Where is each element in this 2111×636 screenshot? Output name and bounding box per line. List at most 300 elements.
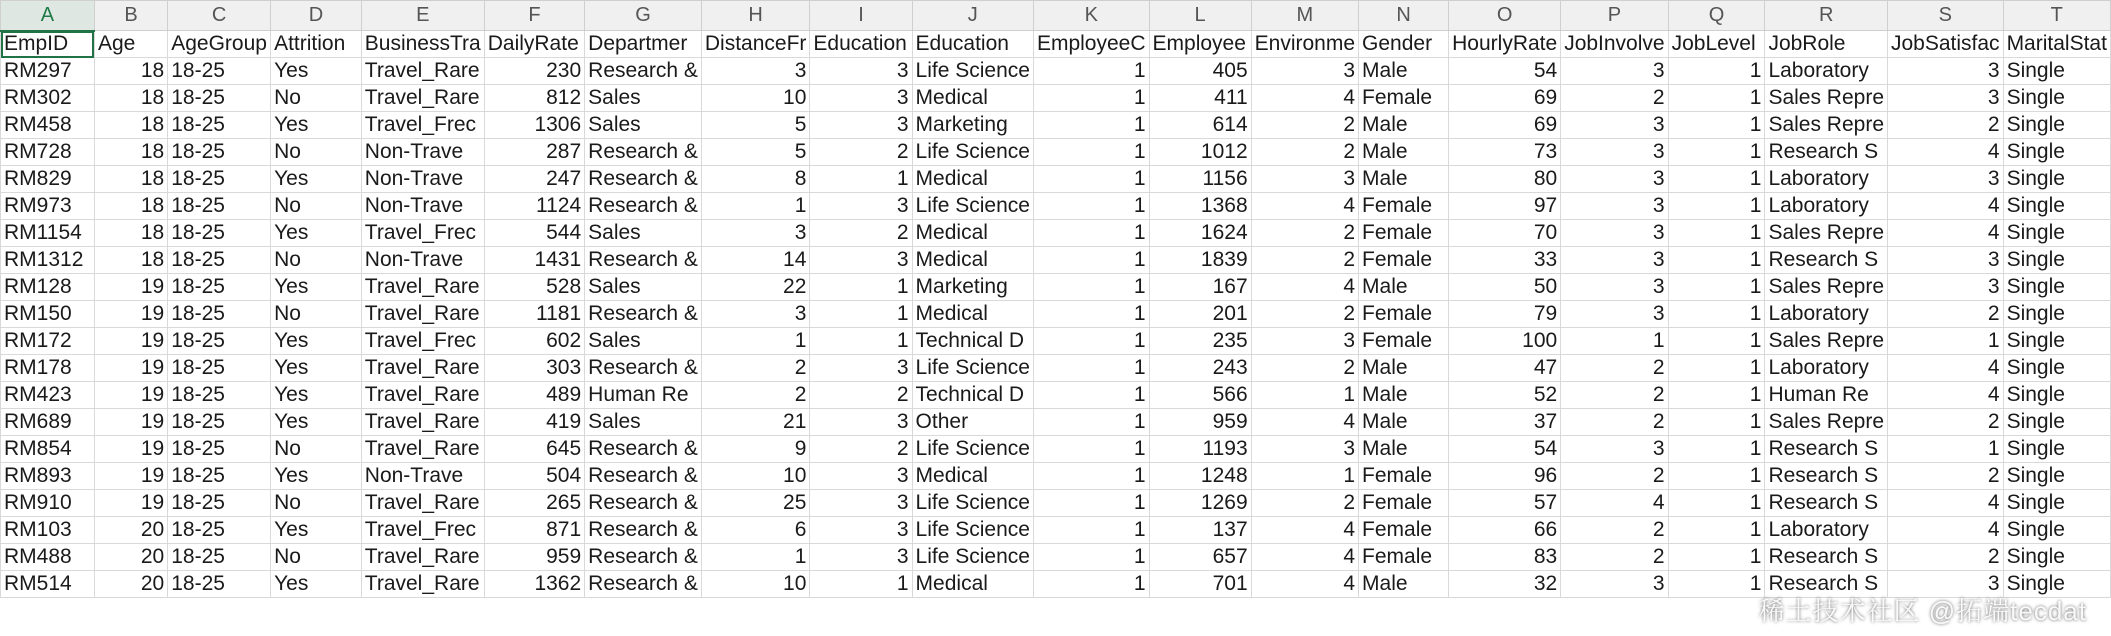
cell[interactable]: 18 [94, 112, 167, 139]
cell[interactable]: 657 [1149, 544, 1251, 571]
cell[interactable]: 1 [1033, 517, 1149, 544]
cell[interactable]: 18-25 [168, 409, 271, 436]
cell[interactable]: 2 [1888, 301, 2004, 328]
cell[interactable]: Research S [1765, 463, 1888, 490]
cell[interactable]: No [271, 436, 362, 463]
cell[interactable]: 3 [1888, 58, 2004, 85]
cell[interactable]: RM172 [1, 328, 95, 355]
cell[interactable]: Research S [1765, 436, 1888, 463]
cell[interactable]: 8 [701, 166, 810, 193]
column-header-q[interactable]: Q [1668, 1, 1765, 31]
cell[interactable]: 66 [1449, 517, 1561, 544]
cell[interactable]: 97 [1449, 193, 1561, 220]
cell[interactable]: 2 [1888, 463, 2004, 490]
header-cell[interactable]: Gender [1359, 31, 1449, 58]
cell[interactable]: 230 [484, 58, 584, 85]
cell[interactable]: 1 [1033, 247, 1149, 274]
cell[interactable]: 2 [1888, 544, 2004, 571]
cell[interactable]: 3 [810, 247, 912, 274]
cell[interactable]: 3 [701, 220, 810, 247]
cell[interactable]: Single [2003, 382, 2110, 409]
cell[interactable]: 3 [1888, 166, 2004, 193]
cell[interactable]: Medical [912, 247, 1033, 274]
cell[interactable]: 1 [1033, 382, 1149, 409]
cell[interactable]: 1 [1033, 274, 1149, 301]
cell[interactable]: Yes [271, 220, 362, 247]
cell[interactable]: 3 [1561, 274, 1668, 301]
cell[interactable]: 3 [810, 409, 912, 436]
cell[interactable]: 1 [1033, 85, 1149, 112]
cell[interactable]: 1 [1033, 139, 1149, 166]
cell[interactable]: 4 [1888, 490, 2004, 517]
column-header-p[interactable]: P [1561, 1, 1668, 31]
cell[interactable]: Research & [585, 193, 702, 220]
cell[interactable]: Male [1359, 139, 1449, 166]
cell[interactable]: 1 [1668, 166, 1765, 193]
cell[interactable]: 1 [1561, 328, 1668, 355]
cell[interactable]: 32 [1449, 571, 1561, 598]
cell[interactable]: Travel_Rare [361, 274, 484, 301]
cell[interactable]: Male [1359, 571, 1449, 598]
cell[interactable]: 1 [1668, 517, 1765, 544]
header-cell[interactable]: Employee [1149, 31, 1251, 58]
cell[interactable]: Research & [585, 436, 702, 463]
cell[interactable]: Travel_Rare [361, 490, 484, 517]
column-header-r[interactable]: R [1765, 1, 1888, 31]
cell[interactable]: Single [2003, 355, 2110, 382]
cell[interactable]: 1 [1668, 85, 1765, 112]
cell[interactable]: 69 [1449, 85, 1561, 112]
cell[interactable]: 47 [1449, 355, 1561, 382]
cell[interactable]: 3 [1888, 85, 2004, 112]
cell[interactable]: 37 [1449, 409, 1561, 436]
cell[interactable]: Single [2003, 436, 2110, 463]
cell[interactable]: 2 [1561, 517, 1668, 544]
header-cell[interactable]: JobSatisfac [1888, 31, 2004, 58]
cell[interactable]: 4 [1888, 193, 2004, 220]
cell[interactable]: 2 [810, 382, 912, 409]
cell[interactable]: 73 [1449, 139, 1561, 166]
cell[interactable]: Male [1359, 436, 1449, 463]
cell[interactable]: Travel_Rare [361, 85, 484, 112]
column-header-d[interactable]: D [271, 1, 362, 31]
cell[interactable]: Male [1359, 58, 1449, 85]
cell[interactable]: 1 [1668, 328, 1765, 355]
cell[interactable]: 4 [1888, 139, 2004, 166]
cell[interactable]: Single [2003, 571, 2110, 598]
cell[interactable]: 96 [1449, 463, 1561, 490]
cell[interactable]: Male [1359, 382, 1449, 409]
cell[interactable]: Yes [271, 409, 362, 436]
cell[interactable]: 3 [810, 85, 912, 112]
cell[interactable]: 544 [484, 220, 584, 247]
cell[interactable]: 19 [94, 355, 167, 382]
cell[interactable]: 1 [810, 301, 912, 328]
cell[interactable]: 3 [1561, 247, 1668, 274]
cell[interactable]: 1 [1668, 382, 1765, 409]
cell[interactable]: Sales [585, 409, 702, 436]
cell[interactable]: 1269 [1149, 490, 1251, 517]
cell[interactable]: 22 [701, 274, 810, 301]
cell[interactable]: 1 [1251, 382, 1358, 409]
cell[interactable]: Single [2003, 166, 2110, 193]
cell[interactable]: Single [2003, 517, 2110, 544]
cell[interactable]: Male [1359, 166, 1449, 193]
cell[interactable]: 419 [484, 409, 584, 436]
cell[interactable]: 1 [1033, 571, 1149, 598]
header-cell[interactable]: JobInvolve [1561, 31, 1668, 58]
cell[interactable]: 1 [810, 571, 912, 598]
cell[interactable]: Single [2003, 544, 2110, 571]
cell[interactable]: Travel_Rare [361, 355, 484, 382]
cell[interactable]: 1 [810, 166, 912, 193]
cell[interactable]: 18-25 [168, 193, 271, 220]
cell[interactable]: 4 [1888, 382, 2004, 409]
cell[interactable]: Travel_Rare [361, 382, 484, 409]
cell[interactable]: 528 [484, 274, 584, 301]
cell[interactable]: 20 [94, 571, 167, 598]
cell[interactable]: Research & [585, 58, 702, 85]
cell[interactable]: 2 [1888, 112, 2004, 139]
cell[interactable]: Non-Trave [361, 193, 484, 220]
cell[interactable]: 19 [94, 409, 167, 436]
cell[interactable]: Research S [1765, 139, 1888, 166]
cell[interactable]: 3 [701, 301, 810, 328]
cell[interactable]: Yes [271, 517, 362, 544]
cell[interactable]: 6 [701, 517, 810, 544]
cell[interactable]: 18-25 [168, 355, 271, 382]
cell[interactable]: No [271, 139, 362, 166]
cell[interactable]: RM302 [1, 85, 95, 112]
cell[interactable]: 2 [701, 382, 810, 409]
column-header-t[interactable]: T [2003, 1, 2110, 31]
cell[interactable]: 18-25 [168, 517, 271, 544]
cell[interactable]: RM150 [1, 301, 95, 328]
cell[interactable]: RM514 [1, 571, 95, 598]
cell[interactable]: Research & [585, 490, 702, 517]
cell[interactable]: 1 [1251, 463, 1358, 490]
cell[interactable]: 3 [810, 544, 912, 571]
cell[interactable]: Life Science [912, 517, 1033, 544]
cell[interactable]: Laboratory [1765, 193, 1888, 220]
cell[interactable]: 18 [94, 220, 167, 247]
cell[interactable]: Sales [585, 328, 702, 355]
cell[interactable]: No [271, 490, 362, 517]
cell[interactable]: Life Science [912, 139, 1033, 166]
cell[interactable]: Non-Trave [361, 463, 484, 490]
cell[interactable]: RM458 [1, 112, 95, 139]
cell[interactable]: Travel_Rare [361, 301, 484, 328]
cell[interactable]: 20 [94, 544, 167, 571]
cell[interactable]: Laboratory [1765, 58, 1888, 85]
cell[interactable]: Single [2003, 58, 2110, 85]
cell[interactable]: 18-25 [168, 85, 271, 112]
cell[interactable]: 137 [1149, 517, 1251, 544]
cell[interactable]: Male [1359, 112, 1449, 139]
cell[interactable]: 50 [1449, 274, 1561, 301]
cell[interactable]: 2 [1561, 382, 1668, 409]
cell[interactable]: Research S [1765, 490, 1888, 517]
cell[interactable]: 2 [1251, 112, 1358, 139]
cell[interactable]: RM973 [1, 193, 95, 220]
header-cell[interactable]: JobRole [1765, 31, 1888, 58]
cell[interactable]: 1 [701, 193, 810, 220]
cell[interactable]: 2 [1561, 544, 1668, 571]
cell[interactable]: Research & [585, 544, 702, 571]
cell[interactable]: 1 [1668, 571, 1765, 598]
cell[interactable]: Sales Repre [1765, 112, 1888, 139]
cell[interactable]: 1 [1668, 274, 1765, 301]
column-header-l[interactable]: L [1149, 1, 1251, 31]
cell[interactable]: 1 [1033, 328, 1149, 355]
header-cell[interactable]: DailyRate [484, 31, 584, 58]
cell[interactable]: 80 [1449, 166, 1561, 193]
cell[interactable]: 25 [701, 490, 810, 517]
cell[interactable]: RM728 [1, 139, 95, 166]
cell[interactable]: Female [1359, 490, 1449, 517]
cell[interactable]: 2 [1251, 355, 1358, 382]
cell[interactable]: Travel_Rare [361, 58, 484, 85]
cell[interactable]: Single [2003, 301, 2110, 328]
cell[interactable]: 1 [1668, 220, 1765, 247]
cell[interactable]: 69 [1449, 112, 1561, 139]
cell[interactable]: RM178 [1, 355, 95, 382]
cell[interactable]: 18-25 [168, 220, 271, 247]
cell[interactable]: 4 [1251, 193, 1358, 220]
cell[interactable]: 1 [1033, 166, 1149, 193]
cell[interactable]: Life Science [912, 355, 1033, 382]
cell[interactable]: Research & [585, 355, 702, 382]
column-header-f[interactable]: F [484, 1, 584, 31]
cell[interactable]: Single [2003, 463, 2110, 490]
cell[interactable]: 1 [1888, 436, 2004, 463]
cell[interactable]: Travel_Frec [361, 220, 484, 247]
cell[interactable]: 1624 [1149, 220, 1251, 247]
cell[interactable]: 1 [1668, 58, 1765, 85]
cell[interactable]: 2 [1888, 409, 2004, 436]
header-cell[interactable]: MaritalStat [2003, 31, 2110, 58]
cell[interactable]: 411 [1149, 85, 1251, 112]
cell[interactable]: Sales Repre [1765, 274, 1888, 301]
cell[interactable]: 2 [1251, 301, 1358, 328]
cell[interactable]: 1 [1668, 355, 1765, 382]
cell[interactable]: 1 [1033, 58, 1149, 85]
cell[interactable]: 54 [1449, 58, 1561, 85]
cell[interactable]: 3 [1561, 220, 1668, 247]
cell[interactable]: Yes [271, 166, 362, 193]
cell[interactable]: 3 [810, 112, 912, 139]
cell[interactable]: 287 [484, 139, 584, 166]
cell[interactable]: Single [2003, 409, 2110, 436]
cell[interactable]: 1 [1033, 436, 1149, 463]
column-header-a[interactable]: A [1, 1, 95, 31]
cell[interactable]: Single [2003, 85, 2110, 112]
cell[interactable]: RM103 [1, 517, 95, 544]
cell[interactable]: 167 [1149, 274, 1251, 301]
cell[interactable]: No [271, 544, 362, 571]
cell[interactable]: Travel_Rare [361, 544, 484, 571]
cell[interactable]: 566 [1149, 382, 1251, 409]
cell[interactable]: 19 [94, 328, 167, 355]
cell[interactable]: 18-25 [168, 490, 271, 517]
cell[interactable]: 18-25 [168, 328, 271, 355]
cell[interactable]: 1 [1668, 436, 1765, 463]
cell[interactable]: 4 [1561, 490, 1668, 517]
cell[interactable]: Single [2003, 112, 2110, 139]
cell[interactable]: 10 [701, 463, 810, 490]
cell[interactable]: 1193 [1149, 436, 1251, 463]
cell[interactable]: 812 [484, 85, 584, 112]
cell[interactable]: 14 [701, 247, 810, 274]
cell[interactable]: 4 [1251, 571, 1358, 598]
cell[interactable]: RM910 [1, 490, 95, 517]
cell[interactable]: Sales Repre [1765, 85, 1888, 112]
cell[interactable]: Medical [912, 301, 1033, 328]
cell[interactable]: 3 [1561, 112, 1668, 139]
cell[interactable]: 701 [1149, 571, 1251, 598]
cell[interactable]: 1012 [1149, 139, 1251, 166]
cell[interactable]: 1839 [1149, 247, 1251, 274]
cell[interactable]: 4 [1251, 274, 1358, 301]
cell[interactable]: 18-25 [168, 112, 271, 139]
cell[interactable]: 405 [1149, 58, 1251, 85]
cell[interactable]: 18-25 [168, 247, 271, 274]
cell[interactable]: 18-25 [168, 58, 271, 85]
cell[interactable]: RM829 [1, 166, 95, 193]
cell[interactable]: 83 [1449, 544, 1561, 571]
cell[interactable]: No [271, 301, 362, 328]
cell[interactable]: Laboratory [1765, 301, 1888, 328]
cell[interactable]: 1 [1668, 409, 1765, 436]
cell[interactable]: 18-25 [168, 544, 271, 571]
cell[interactable]: Travel_Frec [361, 112, 484, 139]
cell[interactable]: Female [1359, 85, 1449, 112]
cell[interactable]: 303 [484, 355, 584, 382]
cell[interactable]: 18 [94, 139, 167, 166]
column-header-b[interactable]: B [94, 1, 167, 31]
cell[interactable]: 2 [810, 436, 912, 463]
cell[interactable]: 602 [484, 328, 584, 355]
cell[interactable]: Medical [912, 571, 1033, 598]
cell[interactable]: 1 [1033, 409, 1149, 436]
cell[interactable]: 19 [94, 436, 167, 463]
cell[interactable]: Single [2003, 139, 2110, 166]
cell[interactable]: RM1154 [1, 220, 95, 247]
cell[interactable]: 3 [701, 58, 810, 85]
cell[interactable]: Yes [271, 274, 362, 301]
cell[interactable]: Sales [585, 274, 702, 301]
cell[interactable]: 1 [810, 328, 912, 355]
cell[interactable]: 2 [701, 355, 810, 382]
column-header-j[interactable]: J [912, 1, 1033, 31]
cell[interactable]: 235 [1149, 328, 1251, 355]
cell[interactable]: Sales Repre [1765, 328, 1888, 355]
cell[interactable]: Yes [271, 58, 362, 85]
cell[interactable]: 1 [1668, 193, 1765, 220]
cell[interactable]: 79 [1449, 301, 1561, 328]
cell[interactable]: 57 [1449, 490, 1561, 517]
column-header-s[interactable]: S [1888, 1, 2004, 31]
cell[interactable]: 5 [701, 112, 810, 139]
cell[interactable]: 10 [701, 571, 810, 598]
cell[interactable]: 959 [1149, 409, 1251, 436]
cell[interactable]: Research S [1765, 544, 1888, 571]
cell[interactable]: Non-Trave [361, 139, 484, 166]
cell[interactable]: Marketing [912, 274, 1033, 301]
column-header-m[interactable]: M [1251, 1, 1358, 31]
cell[interactable]: Sales Repre [1765, 220, 1888, 247]
cell[interactable]: 1 [1668, 301, 1765, 328]
header-cell[interactable]: AgeGroup [168, 31, 271, 58]
cell[interactable]: Medical [912, 166, 1033, 193]
cell[interactable]: 2 [1251, 139, 1358, 166]
header-cell[interactable]: BusinessTra [361, 31, 484, 58]
cell[interactable]: 3 [1888, 571, 2004, 598]
cell[interactable]: 18-25 [168, 274, 271, 301]
column-header-o[interactable]: O [1449, 1, 1561, 31]
header-cell[interactable]: EmpID [1, 31, 95, 58]
cell[interactable]: 9 [701, 436, 810, 463]
cell[interactable]: Sales [585, 85, 702, 112]
cell[interactable]: RM128 [1, 274, 95, 301]
cell[interactable]: Sales [585, 112, 702, 139]
cell[interactable]: 1368 [1149, 193, 1251, 220]
cell[interactable]: RM689 [1, 409, 95, 436]
header-cell[interactable]: Departmer [585, 31, 702, 58]
cell[interactable]: Medical [912, 463, 1033, 490]
cell[interactable]: Other [912, 409, 1033, 436]
cell[interactable]: Female [1359, 328, 1449, 355]
cell[interactable]: 3 [1561, 436, 1668, 463]
cell[interactable]: 4 [1251, 409, 1358, 436]
cell[interactable]: 4 [1888, 220, 2004, 247]
cell[interactable]: Non-Trave [361, 166, 484, 193]
cell[interactable]: 18-25 [168, 301, 271, 328]
cell[interactable]: Life Science [912, 193, 1033, 220]
cell[interactable]: 1 [1033, 544, 1149, 571]
cell[interactable]: Female [1359, 517, 1449, 544]
cell[interactable]: Research S [1765, 571, 1888, 598]
column-header-i[interactable]: I [810, 1, 912, 31]
cell[interactable]: Research & [585, 517, 702, 544]
cell[interactable]: 871 [484, 517, 584, 544]
cell[interactable]: 3 [810, 463, 912, 490]
header-cell[interactable]: Education [912, 31, 1033, 58]
cell[interactable]: 5 [701, 139, 810, 166]
cell[interactable]: 1 [1033, 355, 1149, 382]
cell[interactable]: 1 [810, 274, 912, 301]
header-cell[interactable]: JobLevel [1668, 31, 1765, 58]
cell[interactable]: 18-25 [168, 139, 271, 166]
cell[interactable]: 2 [1251, 247, 1358, 274]
cell[interactable]: 1 [1888, 328, 2004, 355]
cell[interactable]: Male [1359, 355, 1449, 382]
cell[interactable]: Research & [585, 247, 702, 274]
header-cell[interactable]: Environme [1251, 31, 1358, 58]
cell[interactable]: No [271, 193, 362, 220]
cell[interactable]: 100 [1449, 328, 1561, 355]
cell[interactable]: 10 [701, 85, 810, 112]
cell[interactable]: 19 [94, 382, 167, 409]
cell[interactable]: Research S [1765, 247, 1888, 274]
cell[interactable]: 19 [94, 463, 167, 490]
cell[interactable]: 1 [1668, 112, 1765, 139]
cell[interactable]: 2 [1251, 490, 1358, 517]
cell[interactable]: Medical [912, 85, 1033, 112]
cell[interactable]: 1 [1033, 463, 1149, 490]
cell[interactable]: Research & [585, 166, 702, 193]
cell[interactable]: RM297 [1, 58, 95, 85]
